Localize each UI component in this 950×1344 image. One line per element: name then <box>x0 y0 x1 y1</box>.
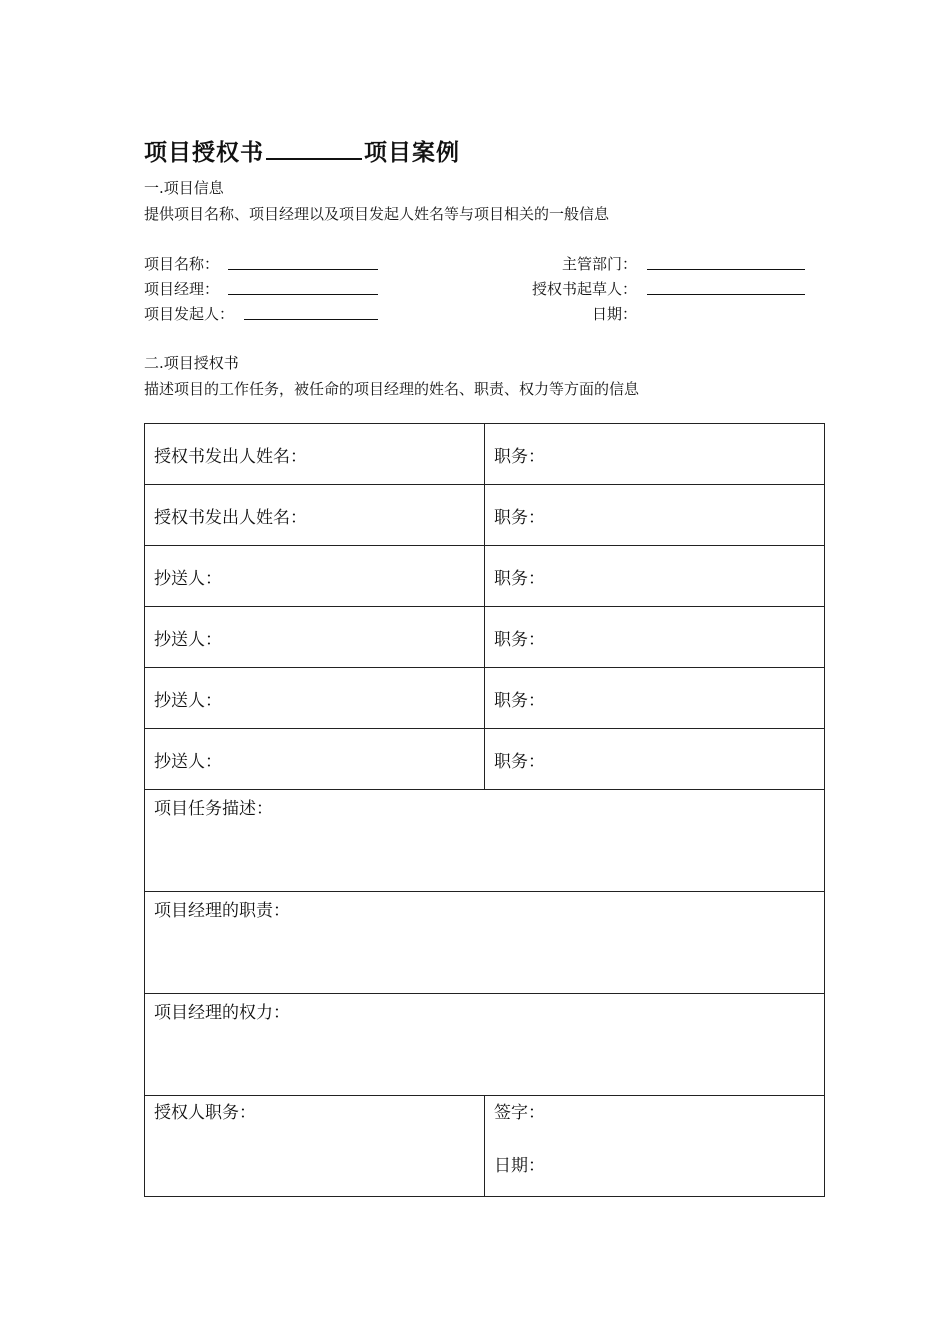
date-label: 日期： <box>591 305 637 323</box>
cc-title-cell[interactable]: 职务： <box>485 668 825 729</box>
project-name-field[interactable] <box>144 253 219 274</box>
signature-label: 签字： <box>494 1103 545 1123</box>
department-label: 主管部门： <box>561 255 637 273</box>
issuer-name-cell[interactable]: 授权书发出人姓名： <box>145 485 485 546</box>
issuer-title-cell[interactable]: 职务： <box>485 424 825 485</box>
issuer-name-cell[interactable]: 授权书发出人姓名： <box>145 424 485 485</box>
signature-date-cell[interactable] <box>485 1096 825 1197</box>
cc-cell[interactable]: 抄送人： <box>145 607 485 668</box>
table-row <box>145 790 825 892</box>
project-manager-underline <box>228 293 378 295</box>
authorization-table <box>144 423 825 1197</box>
signature-date-label: 日期： <box>494 1156 545 1176</box>
table-row <box>145 668 825 729</box>
project-sponsor-underline <box>244 318 378 320</box>
department-underline <box>647 268 805 270</box>
table-row <box>145 729 825 790</box>
cc-title-cell[interactable]: 职务： <box>485 546 825 607</box>
section2-description: 描述项目的工作任务，被任命的项目经理的姓名、职责、权力等方面的信息 <box>144 380 640 398</box>
table-row <box>145 546 825 607</box>
task-description-cell[interactable]: 项目任务描述： <box>145 790 825 892</box>
issuer-title-cell[interactable]: 职务： <box>485 485 825 546</box>
table-row <box>145 994 825 1096</box>
cc-title-cell[interactable]: 职务： <box>485 729 825 790</box>
section1-heading: 一.项目信息 <box>144 179 224 197</box>
table-row <box>145 1096 825 1197</box>
title-blank-line <box>266 138 362 160</box>
project-manager-field[interactable] <box>144 278 219 299</box>
page-title <box>144 134 460 167</box>
cc-cell[interactable]: 抄送人： <box>145 668 485 729</box>
cc-cell[interactable]: 抄送人： <box>145 729 485 790</box>
title-right: 项目案例 <box>364 139 460 166</box>
project-name-label: 项目名称： <box>144 255 220 273</box>
project-manager-label: 项目经理： <box>144 280 220 298</box>
table-row <box>145 485 825 546</box>
project-name-underline <box>228 268 378 270</box>
section1-description: 提供项目名称、项目经理以及项目发起人姓名等与项目相关的一般信息 <box>144 205 610 223</box>
cc-title-cell[interactable]: 职务： <box>485 607 825 668</box>
pm-power-cell[interactable]: 项目经理的权力： <box>145 994 825 1096</box>
authorizer-title-cell[interactable]: 授权人职务： <box>145 1096 485 1197</box>
table-row <box>145 892 825 994</box>
pm-duty-cell[interactable]: 项目经理的职责： <box>145 892 825 994</box>
drafter-underline <box>647 293 805 295</box>
title-left: 项目授权书 <box>144 139 264 166</box>
project-sponsor-field[interactable] <box>144 303 234 324</box>
section2-heading: 二.项目授权书 <box>144 354 239 372</box>
drafter-label: 授权书起草人： <box>531 280 637 298</box>
cc-cell[interactable]: 抄送人： <box>145 546 485 607</box>
project-sponsor-label: 项目发起人： <box>144 305 235 323</box>
table-row <box>145 424 825 485</box>
table-row <box>145 607 825 668</box>
